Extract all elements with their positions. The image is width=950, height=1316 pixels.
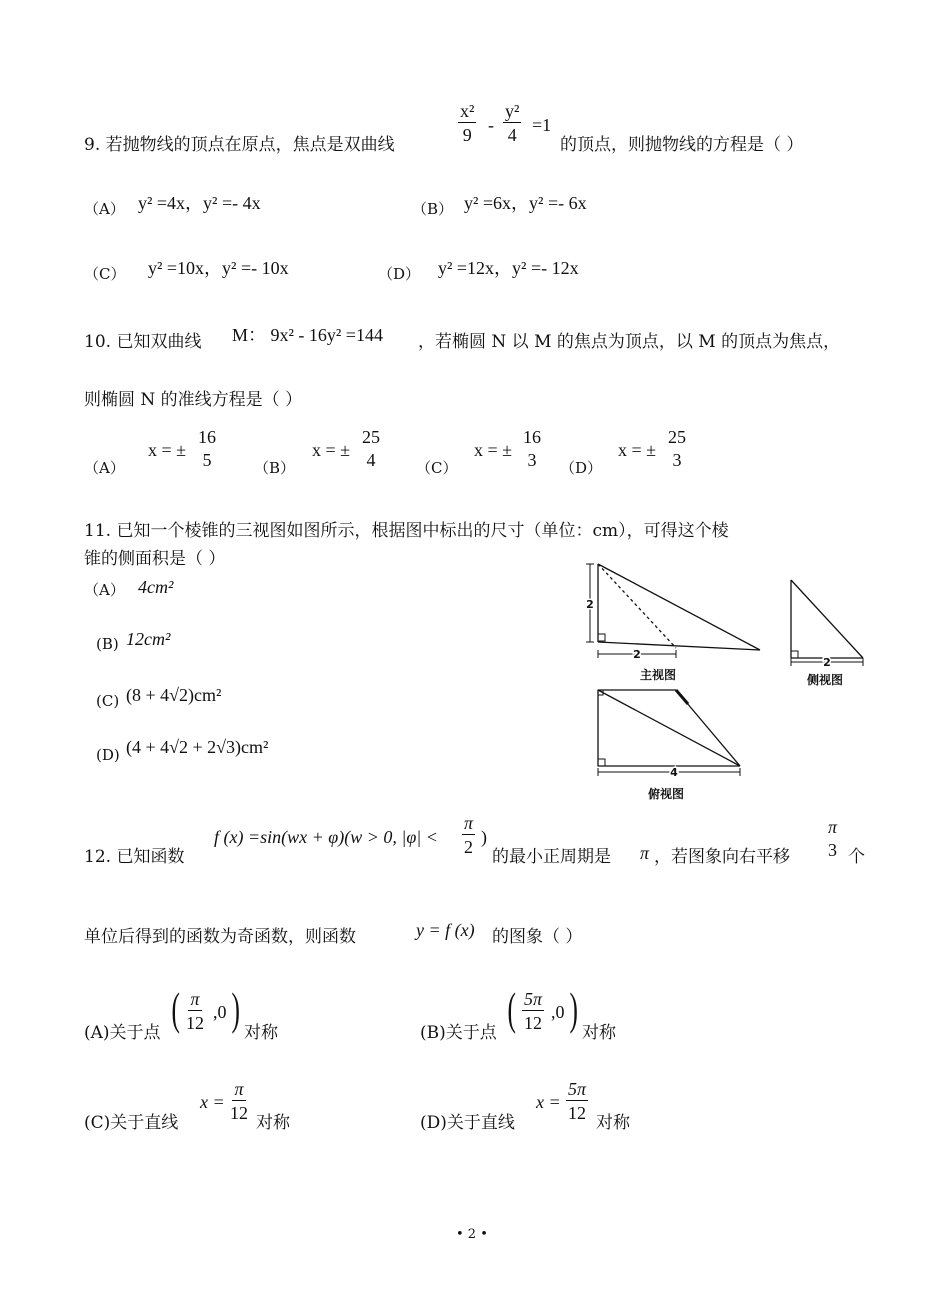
q9-hyperbola-y-frac: [503, 102, 521, 144]
front-view-label: 主视图: [639, 668, 677, 682]
q12-option-d-suffix: 对称: [596, 1113, 630, 1133]
q12-option-c-num: π: [234, 1079, 244, 1099]
q11-option-d-text: (4 + 4√2 + 2√3)cm²: [126, 737, 269, 757]
q12-shift-num: π: [828, 817, 838, 837]
q10-option-b-prefix: x = ±: [312, 440, 351, 460]
q9-stem-before: 9. 若抛物线的顶点在原点，焦点是双曲线: [84, 135, 395, 155]
q10-option-b-den: 4: [366, 450, 376, 470]
q11-option-b-label: (B): [96, 635, 119, 653]
side-view: [791, 580, 863, 666]
q10-equation: M： 9x² - 16y² =144: [232, 325, 383, 345]
q9-hyperbola-x-frac: [458, 102, 476, 144]
q11-option-d-label: (D): [96, 746, 120, 764]
q9-hyperbola-x-num: x²: [460, 101, 475, 121]
q10-option-a-num: 16: [198, 427, 216, 447]
q9-option-b-label: （B）: [412, 200, 454, 218]
q12-option-b-den: 12: [524, 1013, 543, 1033]
q12-option-b-rparen: ): [569, 983, 578, 1034]
q12-option-b-tail: ,0: [551, 1002, 565, 1022]
q11-option-c-text: (8 + 4√2)cm²: [126, 685, 222, 705]
q12-option-b-label: (B)关于点: [420, 1023, 497, 1043]
q11-option-a-label: （A）: [84, 581, 125, 599]
q9-option-d-text: y² =12x，y² =- 12x: [438, 258, 579, 278]
q12-func-frac-num: π: [464, 813, 474, 833]
q12-option-c-prefix: x =: [200, 1092, 225, 1112]
q10-option-c-prefix: x = ±: [474, 440, 513, 460]
q11-option-c-label: (C): [96, 692, 120, 710]
q12-stem-line2-func: y = f (x): [416, 920, 475, 940]
q9-hyperbola-eq: =1: [532, 115, 552, 135]
q12-stem-line2-after: 的图象（ ）: [492, 927, 583, 947]
q9-option-a-text: y² =4x，y² =- 4x: [138, 193, 261, 213]
top-view-label: 俯视图: [647, 787, 685, 801]
q9-option-c-label: （C）: [84, 265, 126, 283]
side-base-dim: 2: [823, 656, 831, 669]
q12-stem-before: 12. 已知函数: [84, 847, 185, 867]
q10-option-d-num: 25: [668, 427, 686, 447]
q9-option-c-text: y² =10x，y² =- 10x: [148, 258, 289, 278]
q10-stem-line2: 则椭圆 N 的准线方程是（ ）: [84, 390, 303, 410]
q10-option-a-label: （A）: [84, 459, 125, 477]
page-number: • 2 •: [456, 1227, 488, 1242]
q10-option-d-label: （D）: [560, 459, 603, 477]
q12-stem-line2-before: 单位后得到的函数为奇函数，则函数: [84, 927, 356, 947]
q12-option-d-den: 12: [568, 1103, 587, 1123]
q10-option-a-frac: [196, 428, 218, 469]
q9-option-a-label: （A）: [84, 200, 125, 218]
q12-option-c-frac: [230, 1080, 248, 1122]
three-view-figure: [580, 558, 880, 808]
q12-option-a-rparen: ): [231, 983, 240, 1034]
q12-shift-den: 3: [828, 840, 838, 860]
side-view-label: 侧视图: [806, 673, 844, 687]
q12-option-d-prefix: x =: [536, 1092, 561, 1112]
q10-stem-before: 10. 已知双曲线: [84, 332, 202, 352]
q9-hyperbola-y-num: y²: [505, 101, 520, 121]
q12-option-a-suffix: 对称: [244, 1023, 278, 1043]
q10-option-c-num: 16: [523, 427, 541, 447]
q11-stem-line2: 锥的侧面积是（ ）: [84, 549, 226, 569]
q12-shift-frac: [826, 818, 839, 859]
q12-option-b-frac: [522, 990, 544, 1032]
q12-option-a-label: (A)关于点: [84, 1023, 161, 1043]
q12-option-d-label: (D)关于直线: [420, 1113, 515, 1133]
q10-option-a-prefix: x = ±: [148, 440, 187, 460]
q12-option-b-num: 5π: [524, 989, 543, 1009]
top-view: [598, 690, 740, 776]
q11-option-a-text: 4cm²: [138, 577, 174, 597]
q10-option-b-label: （B）: [254, 459, 296, 477]
q10-stem-after: ，若椭圆 N 以 M 的焦点为顶点，以 M 的顶点为焦点，: [418, 332, 841, 352]
q9-hyperbola-y-den: 4: [507, 125, 517, 145]
q12-func-frac: [462, 814, 475, 856]
q10-option-b-frac: [360, 428, 382, 469]
q12-option-c-label: (C)关于直线: [84, 1113, 179, 1133]
q11-option-b-text: 12cm²: [126, 629, 171, 649]
q9-hyperbola-minus: -: [488, 115, 494, 135]
q10-option-c-frac: [521, 428, 543, 469]
q12-option-c-suffix: 对称: [256, 1113, 290, 1133]
q10-option-c-label: （C）: [416, 459, 458, 477]
q10-option-a-den: 5: [202, 450, 212, 470]
q12-option-a-lparen: (: [171, 983, 180, 1034]
front-height-dim: 2: [586, 598, 594, 611]
front-base-dim: 2: [633, 648, 641, 661]
q10-option-d-den: 3: [672, 450, 682, 470]
q10-option-c-den: 3: [527, 450, 537, 470]
q12-func-frac-den: 2: [464, 837, 474, 857]
q12-option-a-den: 12: [186, 1013, 204, 1033]
q12-option-b-suffix: 对称: [582, 1023, 616, 1043]
q12-option-c-den: 12: [230, 1103, 248, 1123]
q11-stem-line1: 11. 已知一个棱锥的三视图如图所示，根据图中标出的尺寸（单位：cm），可得这个棱: [84, 521, 729, 541]
q12-stem-mid2: ，若图象向右平移: [654, 847, 790, 867]
q12-stem-end: 个: [848, 847, 865, 867]
front-view: [586, 564, 760, 658]
q12-option-d-num: 5π: [568, 1079, 587, 1099]
q12-option-a-tail: ,0: [213, 1002, 227, 1022]
q9-stem-after: 的顶点，则抛物线的方程是（ ）: [560, 135, 804, 155]
q10-option-b-num: 25: [362, 427, 380, 447]
q12-option-d-frac: [566, 1080, 588, 1122]
q12-stem-mid: 的最小正周期是: [492, 847, 611, 867]
q9-option-d-label: （D）: [378, 265, 421, 283]
q10-option-d-frac: [666, 428, 688, 469]
q9-option-b-text: y² =6x，y² =- 6x: [464, 193, 587, 213]
q12-function: f (x) =sin(wx + φ)(w > 0, |φ| <: [214, 827, 438, 847]
q10-option-d-prefix: x = ±: [618, 440, 657, 460]
q12-option-b-lparen: (: [507, 983, 516, 1034]
q12-func-close: ): [481, 827, 487, 847]
top-base-dim: 4: [670, 766, 678, 779]
q12-option-a-num: π: [190, 989, 200, 1009]
q12-period: π: [640, 843, 650, 863]
q9-hyperbola-x-den: 9: [462, 125, 472, 145]
q12-option-a-frac: [186, 990, 204, 1032]
